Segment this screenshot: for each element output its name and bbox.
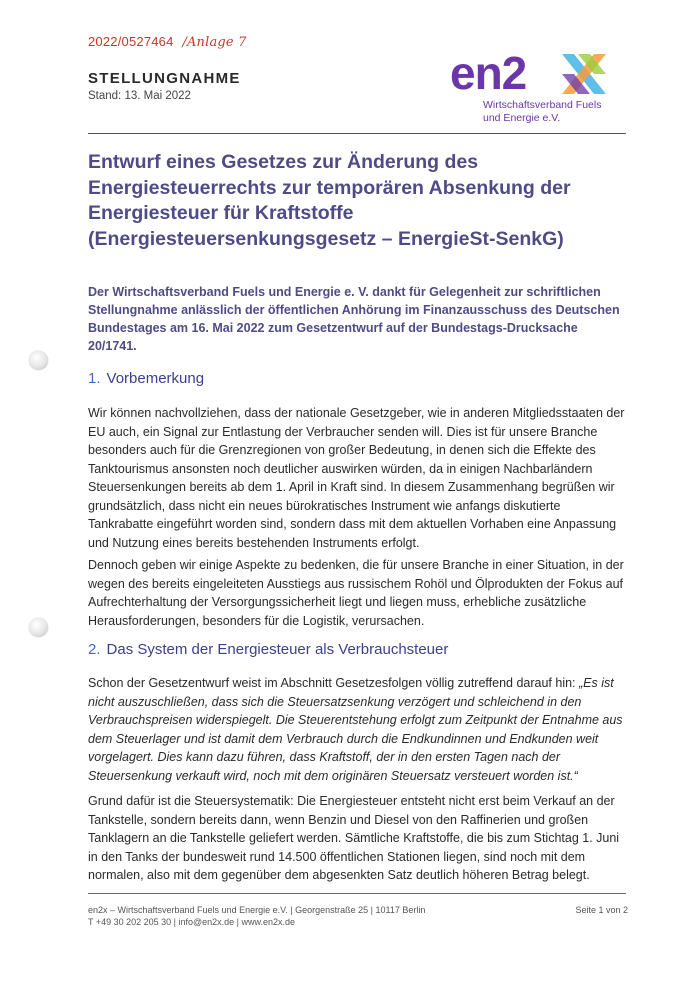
section-number: 1. [88,370,101,387]
document-title: Entwurf eines Gesetzes zur Änderung des Energiesteuerrechts zur temporären Absenkung der Energiesteuer für Kraftstoffe (Energiesteuersenkungsgesetz – EnergieSt-SenkG) [88,151,571,250]
quoted-text: „Es ist nicht auszuschließen, dass sich die Steuersatzsenkung verzögert und schleichend in den Verbrauchspreisen widerspiegelt. Die Steuerentstehung erfolgt zum Zeitpunkt der Entnahme aus dem Steuerlager und ist damit dem Verbrauch durch die Endkundinnen und Endkunden weit vorgelagert. Dies kann dazu führen, dass Kraftstoff, der in den ersten Tagen nach der Steuersenkung verkauft wird, noch mit dem originären Steuersatz versteuert worden ist.“ [88,676,623,783]
section-heading-energiesteuer [88,641,448,659]
page-number: Seite 1 von 2 [575,905,628,915]
document-type-label: STELLUNGNAHME [88,70,241,87]
punch-hole [29,351,48,370]
handwritten-annotation: /Anlage 7 [182,35,247,50]
logo-wordmark: en2 [450,47,527,99]
logo-subtitle [483,99,601,125]
footer-divider [88,893,626,894]
registration-stamp [88,34,247,50]
paragraph: Grund dafür ist die Steuersystematik: Die Energiesteuer entsteht nicht erst beim Verkauf an der Tankstelle, sondern bereits dann, wenn Benzin und Diesel von den Raffinerien und großen Tanklagern an die Tankstelle geliefert werden. Sämtliche Kraftstoffe, die bis zum Stichtag 1. Juni in den Tanks der bundesweit rund 14.500 öffentlichen Stationen liegen, sind noch mit dem normalen, also mit dem gegenüber dem abgesenkten Satz deutlich höheren Betrag belegt. [88,794,620,882]
paragraph [88,674,628,785]
section-title: Vorbemerkung [106,370,205,387]
logo-subtitle-line2: und Energie e.V. [483,112,561,124]
page-footer [88,904,628,928]
document-date: Stand: 13. Mai 2022 [88,90,191,102]
en2x-logo [450,48,630,128]
paragraph: Dennoch geben wir einige Aspekte zu bedenken, die für unsere Branche in einer Situation, in der wegen des bereits eingeleiteten Ausstiegs aus russischem Rohöl und Ölprodukten der Fokus auf Aufrechterhaltung der Versorgungssicherheit liegt und liegen muss, erhebliche zusätzliche Herausforderungen, besonders für die Logistik, verursachen. [88,558,624,628]
header-divider [88,133,626,134]
logo-subtitle-line1: Wirtschaftsverband Fuels [483,99,602,111]
footer-contact: T +49 30 202 205 30 | info@en2x.de | www.en2x.de [88,917,296,927]
footer-address: en2x – Wirtschaftsverband Fuels und Energie e.V. | Georgenstraße 25 | 10117 Berlin [88,905,426,915]
x-mark-icon [562,54,606,94]
paragraph-lead: Schon der Gesetzentwurf weist im Abschnitt Gesetzesfolgen völlig zutreffend darauf hin: [88,676,580,690]
punch-hole [29,618,48,637]
intro-paragraph: Der Wirtschaftsverband Fuels und Energie e. V. dankt für Gelegenheit zur schriftlichen Stellungnahme anlässlich der öffentlichen Anhörung im Finanzausschuss des Deutschen Bundestages am 16. Mai 2022 zum Gesetzentwurf auf der Bundestags-Drucksache 20/1741. [88,285,620,353]
section-heading-vorbemerkung [88,370,204,388]
section-title: Das System der Energiesteuer als Verbrauchsteuer [106,641,449,658]
paragraph: Wir können nachvollziehen, dass der nationale Gesetzgeber, wie in anderen Mitgliedsstaaten der EU auch, ein Signal zur Entlastung der Verbraucher senden will. Dies ist für unsere Branche besonders auch für die Grenzregionen von großer Bedeutung, in denen sich die Effekte des Tanktourismus ansonsten noch deutlicher auswirken würden, da in einigen Nachbarländern Steuersenkungen bereits ab dem 1. April in Kraft sind. In diesem Zusammenhang begrüßen wir grundsätzlich, dass nicht ein neues bürokratisches Instrument wie anfangs diskutierte Tankrabatte eingeführt worden sind, sondern dass mit dem aktuellen Vorhaben eine Anpassung und Nutzung eines bereits bestehenden Instruments erfolgt. [88,406,625,550]
registration-number: 2022/0527464 [88,34,174,49]
section-number: 2. [88,641,101,658]
